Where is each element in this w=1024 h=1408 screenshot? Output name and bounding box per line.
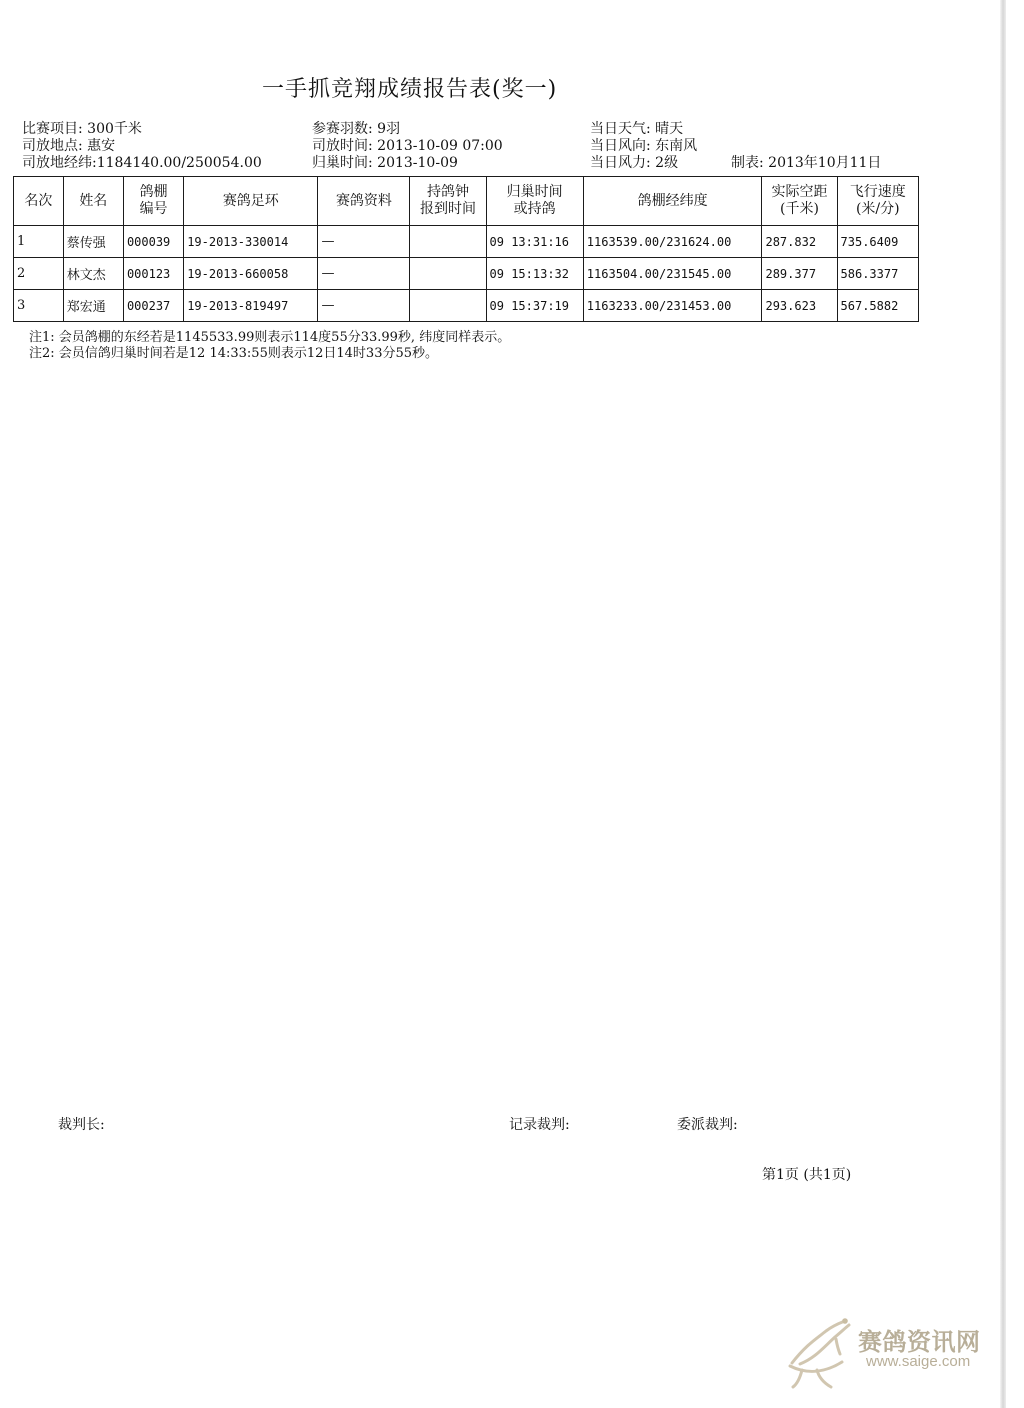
cell-ring-number: 19-2013-330014 [184, 226, 318, 258]
meta-release-time: 司放时间: 2013-10-09 07:00 [312, 138, 503, 154]
cell-name: 林文杰 [63, 258, 123, 290]
header-line: 归巢时间 [506, 184, 563, 200]
cell-pigeon-info: — [318, 258, 410, 290]
results-table [13, 176, 919, 322]
cell-return-time: 09 13:31:16 [486, 226, 583, 258]
cell-return-time: 09 15:37:19 [486, 290, 583, 322]
header-line: 鸽棚 [139, 184, 168, 200]
report-meta [22, 121, 922, 172]
header-loft-coordinates [583, 177, 762, 226]
header-row [14, 177, 919, 226]
header-clock-time [410, 177, 486, 226]
cell-clock-time [410, 226, 486, 258]
cell-loft-coordinates: 1163504.00/231545.00 [583, 258, 762, 290]
header-line: 名次 [24, 192, 53, 209]
cell-rank: 1 [14, 226, 64, 258]
chief-referee-label: 裁判长: [58, 1117, 105, 1133]
cell-clock-time [410, 258, 486, 290]
meta-release-location: 司放地点: 惠安 [22, 138, 116, 154]
cell-speed: 586.3377 [837, 258, 918, 290]
meta-row [22, 155, 922, 172]
header-line: (米/分) [855, 201, 900, 217]
meta-row [22, 121, 922, 138]
cell-clock-time [410, 290, 486, 322]
table-row [14, 290, 919, 322]
cell-name: 郑宏通 [63, 290, 123, 322]
header-ring-number [184, 177, 318, 226]
cell-rank: 3 [14, 290, 64, 322]
meta-row [22, 138, 922, 155]
cell-pigeon-info: — [318, 226, 410, 258]
header-pigeon-info [318, 177, 410, 226]
appointed-referee-label: 委派裁判: [677, 1117, 738, 1133]
cell-name: 蔡传强 [63, 226, 123, 258]
header-line: 赛鸽足环 [222, 192, 279, 209]
cell-distance: 293.623 [762, 290, 837, 322]
note-2: 注2: 会员信鸽归巢时间若是12 14:33:55则表示12日14时33分55秒。 [29, 346, 439, 361]
cell-loft-coordinates: 1163233.00/231453.00 [583, 290, 762, 322]
header-line: 姓名 [79, 192, 108, 209]
meta-prepared-date: 制表: 2013年10月11日 [731, 155, 882, 171]
meta-return-time: 归巢时间: 2013-10-09 [312, 155, 458, 171]
header-distance [762, 177, 837, 226]
meta-release-coordinates: 司放地经纬:1184140.00/250054.00 [22, 155, 262, 171]
recording-referee-label: 记录裁判: [509, 1117, 570, 1133]
header-loft-id [123, 177, 183, 226]
header-rank [14, 177, 64, 226]
note-1: 注1: 会员鸽棚的东经若是1145533.99则表示114度55分33.99秒, 纬度同样表示。 [29, 330, 511, 345]
header-speed [837, 177, 918, 226]
cell-ring-number: 19-2013-660058 [184, 258, 318, 290]
site-watermark [782, 1308, 992, 1398]
meta-wind-direction: 当日风向: 东南风 [590, 138, 698, 154]
cell-rank: 2 [14, 258, 64, 290]
page-indicator: 第1页 (共1页) [762, 1167, 852, 1183]
cell-distance: 289.377 [762, 258, 837, 290]
watermark-title: 赛鸽资讯网 [858, 1329, 981, 1356]
cell-distance: 287.832 [762, 226, 837, 258]
meta-weather: 当日天气: 晴天 [590, 121, 684, 137]
header-line: 实际空距 [771, 184, 828, 200]
header-name [63, 177, 123, 226]
cell-loft-id: 000237 [123, 290, 183, 322]
header-line: 鸽棚经纬度 [637, 192, 708, 209]
meta-entries: 参赛羽数: 9羽 [312, 121, 401, 137]
watermark-url: www.saige.com [866, 1353, 971, 1370]
header-line: 赛鸽资料 [335, 192, 392, 209]
meta-wind-force: 当日风力: 2级 [590, 155, 679, 171]
cell-loft-id: 000039 [123, 226, 183, 258]
cell-pigeon-info: — [318, 290, 410, 322]
table-notes [29, 330, 510, 362]
header-line: (千米) [780, 201, 819, 217]
header-line: 飞行速度 [849, 184, 906, 200]
scan-edge-shadow [1000, 0, 1006, 1408]
table-row [14, 258, 919, 290]
cell-return-time: 09 15:13:32 [486, 258, 583, 290]
cell-ring-number: 19-2013-819497 [184, 290, 318, 322]
report-title: 一手抓竞翔成绩报告表(奖一) [262, 77, 558, 102]
header-return-time [486, 177, 583, 226]
header-line: 报到时间 [419, 201, 476, 217]
pigeon-logo-icon [782, 1308, 858, 1390]
meta-race-item: 比赛项目: 300千米 [22, 121, 142, 137]
table-row [14, 226, 919, 258]
header-line: 持鸽钟 [426, 184, 469, 200]
header-line: 编号 [139, 201, 168, 217]
cell-speed: 735.6409 [837, 226, 918, 258]
cell-loft-id: 000123 [123, 258, 183, 290]
cell-loft-coordinates: 1163539.00/231624.00 [583, 226, 762, 258]
header-line: 或持鸽 [513, 201, 556, 217]
cell-speed: 567.5882 [837, 290, 918, 322]
